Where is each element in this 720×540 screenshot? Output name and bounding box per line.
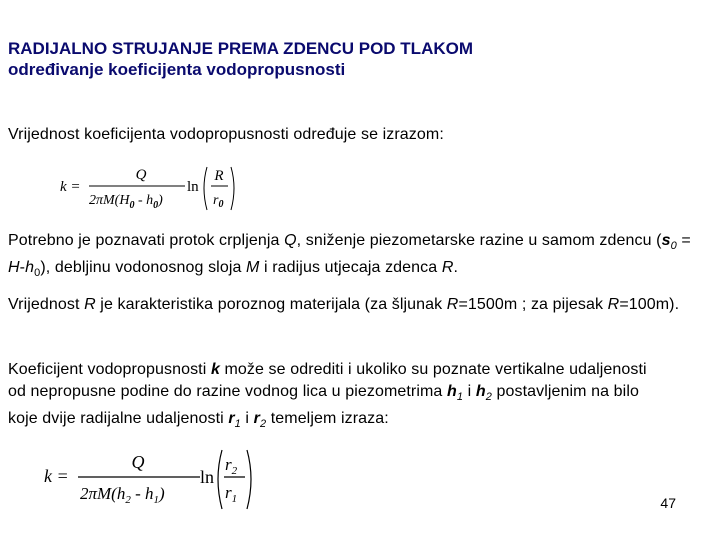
formula1-right-paren (231, 167, 234, 210)
formula1-ratio-denominator: $r_0$ (213, 193, 224, 210)
formula2-ratio-denominator: $r_1$ (225, 483, 238, 505)
slide-title (8, 38, 473, 80)
title-line-1: RADIJALNO STRUJANJE PREMA ZDENCU POD TLAKOM (8, 39, 474, 58)
formula2-ratio-numerator: $r_2$ (225, 455, 238, 477)
intro-text: Vrijednost koeficijenta vodopropusnosti određuje se izrazom: (8, 126, 444, 143)
paragraph-radius-influence: Vrijednost R je karakteristika poroznog materijala (za šljunak R=1500m ; za pijesak R=100m). (8, 296, 680, 313)
formula-2 (40, 445, 255, 513)
paragraph-required-data: Potrebno je poznavati protok crpljenja Q, sniženje piezometarske razine u samom zdencu $(s_0 = H-h_0)$, debljinu vodonosnog sloja M i radijus utjecaja zdenca R. (8, 232, 691, 280)
formula2-denominator: $2\pi M(h_2 - h_1)$ (80, 484, 165, 506)
formula-1 (55, 160, 245, 216)
title-line-2: određivanje koeficijenta vodopropusnosti (8, 60, 346, 79)
formula1-left-paren (204, 167, 207, 210)
formula1-numerator: Q (135, 167, 147, 183)
formula1-denominator: $2\pi M(H_0 - h_0)$ (89, 193, 163, 211)
formula2-ln: ln (200, 467, 215, 487)
formula2-left-paren (218, 450, 222, 509)
page-number: 47 (660, 495, 676, 511)
formula1-lhs: k = (60, 179, 81, 195)
formula1-ratio-numerator: R (214, 168, 224, 184)
paragraph-piezometers: Koeficijent vodopropusnosti k može se odrediti i ukoliko su poznate vertikalne udaljenosti od nepropusne podine do razine vodnog lica u piezometrima $h_1$ i $h_2$ postavljenim na bilo koje dvije radijalne udaljenosti $r_1$ i $r_2$ temeljem izraza: (8, 361, 647, 431)
formula1-ln: ln (187, 179, 199, 195)
formula2-lhs: k = (44, 466, 69, 486)
formula2-right-paren (247, 450, 251, 509)
formula2-numerator: Q (131, 452, 145, 472)
